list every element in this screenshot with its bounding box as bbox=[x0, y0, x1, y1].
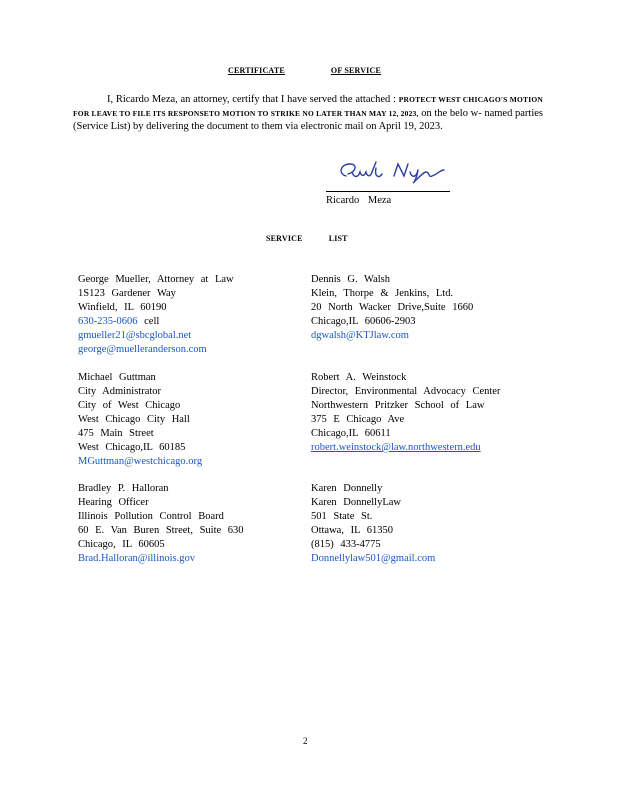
service-entry bbox=[311, 482, 435, 566]
entry-line: Michael Guttman bbox=[78, 372, 156, 383]
entry-line: Karen Donnelly bbox=[311, 483, 383, 494]
entry-line: 475 Main Street bbox=[78, 428, 154, 439]
signature-image bbox=[334, 158, 446, 186]
service-list-title bbox=[266, 234, 348, 243]
entry-line: West Chicago City Hall bbox=[78, 414, 190, 425]
entry-line: Klein, Thorpe & Jenkins, Ltd. bbox=[311, 288, 454, 299]
entry-line: Bradley P. Halloran bbox=[78, 483, 169, 494]
entry-line: City Administrator bbox=[78, 386, 162, 397]
certificate-title bbox=[228, 66, 388, 75]
entry-line: Director, Environmental Advocacy Center bbox=[311, 386, 501, 397]
entry-line: Hearing Officer bbox=[78, 497, 149, 508]
phone-link[interactable]: 630-235-0606 bbox=[78, 316, 138, 327]
entry-line: Northwestern Pritzker School of Law bbox=[311, 400, 485, 411]
email-link[interactable]: Donnellylaw501@gmail.com bbox=[311, 553, 436, 564]
entry-line: Chicago,IL 60606-2903 bbox=[311, 316, 416, 327]
entry-line: Robert A. Weinstock bbox=[311, 372, 407, 383]
phone-suffix: cell bbox=[137, 316, 160, 327]
service-entry bbox=[78, 273, 234, 357]
page-number: 2 bbox=[303, 736, 308, 746]
email-link[interactable]: gmueller21@sbcglobal.net bbox=[78, 330, 192, 341]
service-entry bbox=[78, 482, 244, 566]
signature-line bbox=[326, 191, 450, 192]
email-link[interactable]: MGuttman@westchicago.org bbox=[78, 456, 203, 467]
email-link[interactable]: dgwalsh@KTJlaw.com bbox=[311, 330, 409, 341]
entry-line: Chicago, IL 60605 bbox=[78, 539, 165, 550]
entry-line: 375 E Chicago Ave bbox=[311, 414, 405, 425]
document-title-caps: PROTECT WEST CHICAGO'S MOTION FOR LEAVE TO FILE ITS RESPONSETO MOTION TO STRIKE NO LATER THAN MAY 12, 2023, bbox=[73, 95, 543, 118]
service-list-title-right: LIST bbox=[328, 234, 348, 243]
signer-name: Ricardo Meza bbox=[326, 195, 392, 206]
entry-line: Dennis G. Walsh bbox=[311, 274, 390, 285]
entry-line: 501 State St. bbox=[311, 511, 373, 522]
entry-line: Illinois Pollution Control Board bbox=[78, 511, 224, 522]
entry-line: West Chicago,IL 60185 bbox=[78, 442, 186, 453]
service-entry bbox=[311, 371, 500, 455]
certificate-intro-text: I, Ricardo Meza, an attorney, certify that I have served the attached : bbox=[107, 94, 396, 105]
email-link[interactable]: Brad.Halloran@illinois.gov bbox=[78, 553, 195, 564]
entry-line: Karen DonnellyLaw bbox=[311, 497, 402, 508]
entry-line: Chicago,IL 60611 bbox=[311, 428, 391, 439]
certificate-paragraph bbox=[73, 93, 543, 134]
entry-line: (815) 433-4775 bbox=[311, 539, 381, 550]
entry-line: 20 North Wacker Drive,Suite 1660 bbox=[311, 302, 474, 313]
service-entry bbox=[311, 273, 473, 343]
certificate-rest-text: on the belo w- named parties (Service List) by delivering the document to them via electronic mail on April 19, 2023. bbox=[73, 107, 543, 132]
email-link[interactable]: george@muelleranderson.com bbox=[78, 344, 207, 355]
entry-line: Ottawa, IL 61350 bbox=[311, 525, 393, 536]
entry-line: George Mueller, Attorney at Law bbox=[78, 274, 234, 285]
certificate-title-right: OF SERVICE bbox=[330, 66, 382, 75]
email-link[interactable]: robert.weinstock@law.northwestern.edu bbox=[311, 442, 481, 453]
service-entry bbox=[78, 371, 202, 469]
entry-line: 1S123 Gardener Way bbox=[78, 288, 176, 299]
certificate-title-left: CERTIFICATE bbox=[228, 66, 285, 75]
entry-line: City of West Chicago bbox=[78, 400, 181, 411]
service-list-title-left: SERVICE bbox=[266, 234, 303, 243]
entry-line: Winfield, IL 60190 bbox=[78, 302, 167, 313]
entry-line: 60 E. Van Buren Street, Suite 630 bbox=[78, 525, 244, 536]
